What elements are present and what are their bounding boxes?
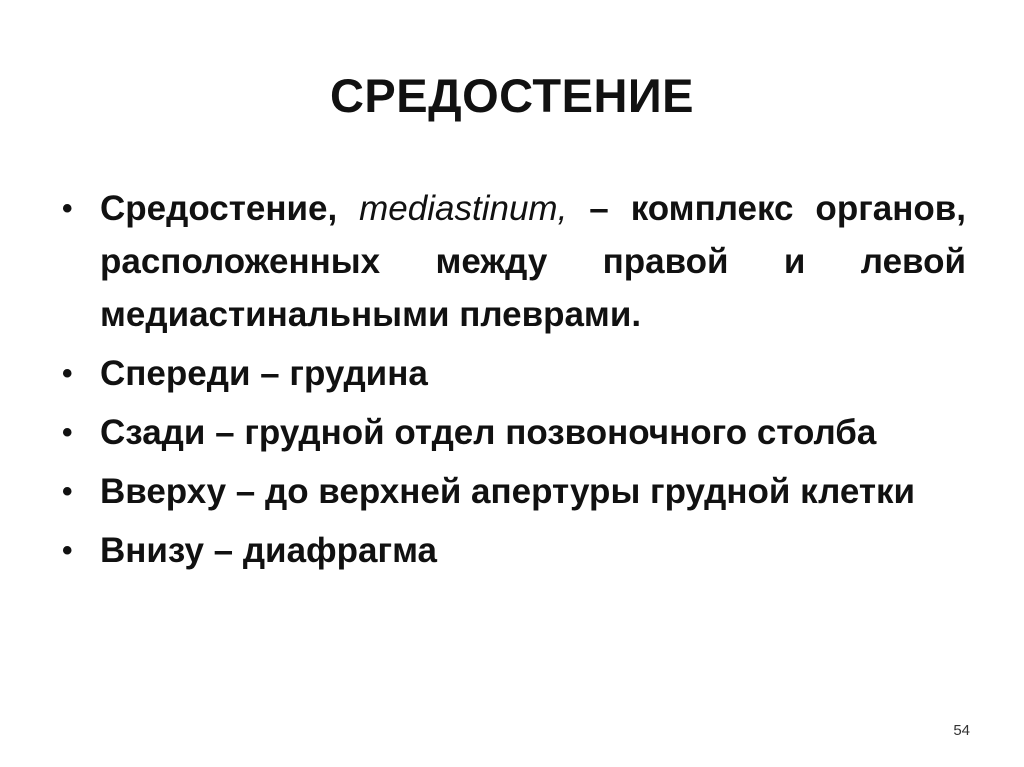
list-item — [62, 182, 966, 341]
list-item — [62, 406, 966, 459]
bullet-icon: • — [62, 416, 73, 449]
list-item — [62, 524, 966, 577]
list-item-text-start: Средостение, — [100, 189, 360, 228]
list-item — [62, 347, 966, 400]
bullet-list — [62, 182, 966, 583]
bullet-icon: • — [62, 357, 73, 390]
list-item-text: Сзади – грудной отдел позвоночного столба — [100, 413, 877, 452]
list-item-latin-term: mediastinum, — [359, 189, 568, 228]
bullet-icon: • — [62, 192, 73, 225]
bullet-icon: • — [62, 534, 73, 567]
slide-title: СРЕДОСТЕНИЕ — [329, 69, 695, 122]
list-item-text: Спереди – грудина — [100, 354, 428, 393]
bullet-icon: • — [62, 475, 73, 508]
list-item-text-end: – комплекс органов, расположенных между правой и левой медиастинальными плеврами. — [100, 189, 966, 334]
list-item — [62, 465, 966, 518]
list-item-text: Внизу – диафрагма — [100, 531, 437, 570]
page-number: 54 — [953, 722, 970, 739]
list-item-text: Вверху – до верхней апертуры грудной клетки — [100, 472, 916, 511]
